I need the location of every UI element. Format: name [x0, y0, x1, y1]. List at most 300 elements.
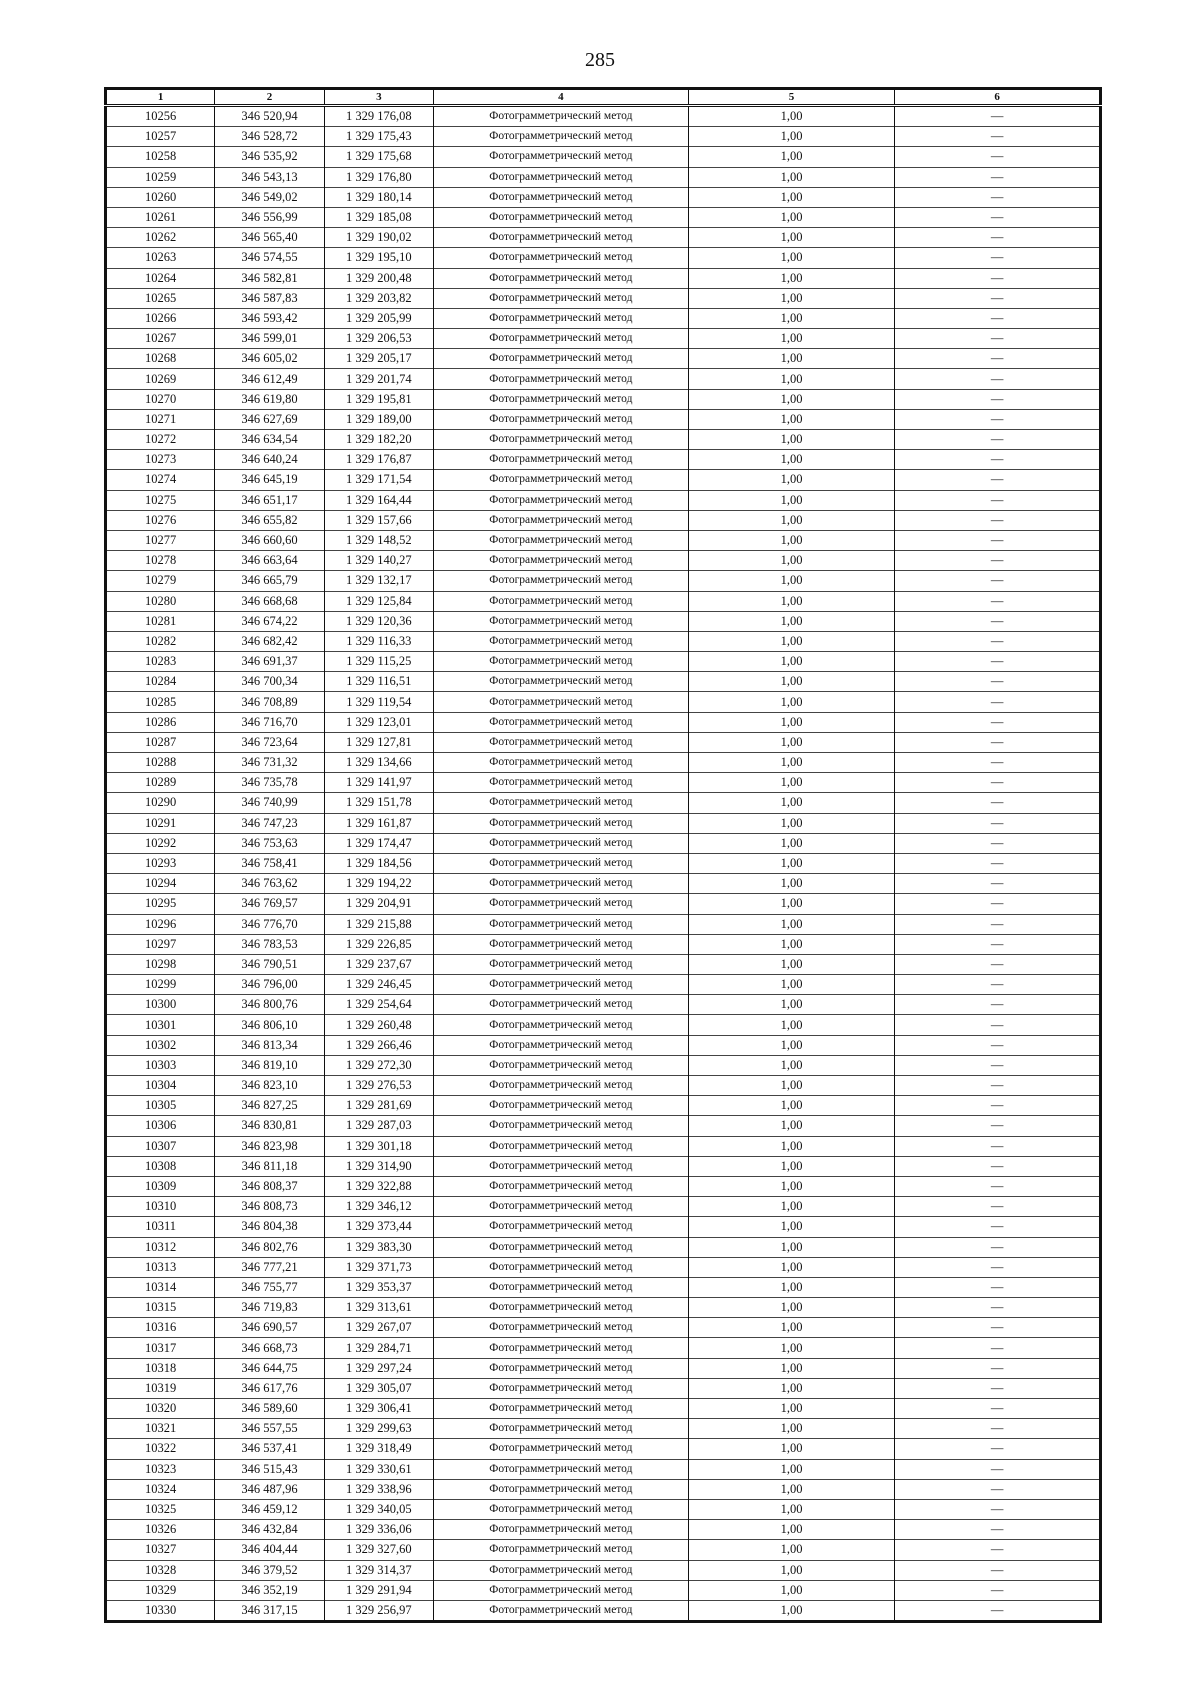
- y-coordinate-cell: 1 329 127,81: [324, 732, 433, 752]
- method-cell: Фотограмметрический метод: [433, 1015, 688, 1035]
- point-number-cell: 10326: [106, 1520, 215, 1540]
- table-row: [106, 228, 1101, 248]
- y-coordinate-cell: 1 329 346,12: [324, 1197, 433, 1217]
- coordinates-table: [104, 87, 1102, 1623]
- method-cell: Фотограмметрический метод: [433, 1096, 688, 1116]
- page-number: 285: [585, 49, 615, 71]
- accuracy-cell: 1,00: [688, 1076, 895, 1096]
- table-body: [106, 106, 1101, 1622]
- x-coordinate-cell: 346 487,96: [215, 1479, 324, 1499]
- accuracy-cell: 1,00: [688, 631, 895, 651]
- table-row: [106, 1439, 1101, 1459]
- note-cell: —: [895, 147, 1101, 167]
- note-cell: —: [895, 753, 1101, 773]
- point-number-cell: 10307: [106, 1136, 215, 1156]
- point-number-cell: 10265: [106, 288, 215, 308]
- point-number-cell: 10261: [106, 207, 215, 227]
- method-cell: Фотограмметрический метод: [433, 389, 688, 409]
- point-number-cell: 10306: [106, 1116, 215, 1136]
- table-row: [106, 490, 1101, 510]
- table-row: [106, 954, 1101, 974]
- accuracy-cell: 1,00: [688, 1116, 895, 1136]
- note-cell: —: [895, 793, 1101, 813]
- y-coordinate-cell: 1 329 185,08: [324, 207, 433, 227]
- accuracy-cell: 1,00: [688, 1600, 895, 1621]
- accuracy-cell: 1,00: [688, 207, 895, 227]
- note-cell: —: [895, 1419, 1101, 1439]
- note-cell: —: [895, 1197, 1101, 1217]
- note-cell: —: [895, 672, 1101, 692]
- table-row: [106, 874, 1101, 894]
- note-cell: —: [895, 106, 1101, 127]
- point-number-cell: 10290: [106, 793, 215, 813]
- x-coordinate-cell: 346 565,40: [215, 228, 324, 248]
- accuracy-cell: 1,00: [688, 1298, 895, 1318]
- point-number-cell: 10259: [106, 167, 215, 187]
- accuracy-cell: 1,00: [688, 1015, 895, 1035]
- point-number-cell: 10329: [106, 1580, 215, 1600]
- y-coordinate-cell: 1 329 119,54: [324, 692, 433, 712]
- note-cell: —: [895, 1257, 1101, 1277]
- accuracy-cell: 1,00: [688, 349, 895, 369]
- method-cell: Фотограмметрический метод: [433, 1419, 688, 1439]
- table-row: [106, 1096, 1101, 1116]
- accuracy-cell: 1,00: [688, 773, 895, 793]
- point-number-cell: 10299: [106, 975, 215, 995]
- x-coordinate-cell: 346 813,34: [215, 1035, 324, 1055]
- x-coordinate-cell: 346 587,83: [215, 288, 324, 308]
- method-cell: Фотограмметрический метод: [433, 793, 688, 813]
- y-coordinate-cell: 1 329 184,56: [324, 853, 433, 873]
- point-number-cell: 10300: [106, 995, 215, 1015]
- x-coordinate-cell: 346 543,13: [215, 167, 324, 187]
- y-coordinate-cell: 1 329 353,37: [324, 1277, 433, 1297]
- y-coordinate-cell: 1 329 161,87: [324, 813, 433, 833]
- y-coordinate-cell: 1 329 200,48: [324, 268, 433, 288]
- table-row: [106, 1540, 1101, 1560]
- accuracy-cell: 1,00: [688, 510, 895, 530]
- y-coordinate-cell: 1 329 164,44: [324, 490, 433, 510]
- accuracy-cell: 1,00: [688, 551, 895, 571]
- x-coordinate-cell: 346 644,75: [215, 1358, 324, 1378]
- table-row: [106, 369, 1101, 389]
- method-cell: Фотограмметрический метод: [433, 1540, 688, 1560]
- point-number-cell: 10330: [106, 1600, 215, 1621]
- point-number-cell: 10309: [106, 1176, 215, 1196]
- accuracy-cell: 1,00: [688, 1136, 895, 1156]
- point-number-cell: 10275: [106, 490, 215, 510]
- table-row: [106, 1076, 1101, 1096]
- point-number-cell: 10277: [106, 530, 215, 550]
- x-coordinate-cell: 346 605,02: [215, 349, 324, 369]
- y-coordinate-cell: 1 329 322,88: [324, 1176, 433, 1196]
- note-cell: —: [895, 975, 1101, 995]
- note-cell: —: [895, 530, 1101, 550]
- accuracy-cell: 1,00: [688, 490, 895, 510]
- table-row: [106, 1499, 1101, 1519]
- method-cell: Фотограмметрический метод: [433, 288, 688, 308]
- note-cell: —: [895, 1298, 1101, 1318]
- note-cell: —: [895, 1055, 1101, 1075]
- y-coordinate-cell: 1 329 205,99: [324, 308, 433, 328]
- x-coordinate-cell: 346 804,38: [215, 1217, 324, 1237]
- accuracy-cell: 1,00: [688, 228, 895, 248]
- method-cell: Фотограмметрический метод: [433, 975, 688, 995]
- note-cell: —: [895, 1035, 1101, 1055]
- method-cell: Фотограмметрический метод: [433, 732, 688, 752]
- point-number-cell: 10271: [106, 409, 215, 429]
- point-number-cell: 10285: [106, 692, 215, 712]
- table-row: [106, 1419, 1101, 1439]
- x-coordinate-cell: 346 735,78: [215, 773, 324, 793]
- note-cell: —: [895, 349, 1101, 369]
- accuracy-cell: 1,00: [688, 1419, 895, 1439]
- accuracy-cell: 1,00: [688, 329, 895, 349]
- method-cell: Фотограмметрический метод: [433, 1600, 688, 1621]
- method-cell: Фотограмметрический метод: [433, 1176, 688, 1196]
- point-number-cell: 10301: [106, 1015, 215, 1035]
- y-coordinate-cell: 1 329 176,08: [324, 106, 433, 127]
- method-cell: Фотограмметрический метод: [433, 470, 688, 490]
- table-row: [106, 975, 1101, 995]
- note-cell: —: [895, 329, 1101, 349]
- method-cell: Фотограмметрический метод: [433, 369, 688, 389]
- accuracy-cell: 1,00: [688, 894, 895, 914]
- table-row: [106, 1015, 1101, 1035]
- table-row: [106, 551, 1101, 571]
- point-number-cell: 10328: [106, 1560, 215, 1580]
- x-coordinate-cell: 346 674,22: [215, 611, 324, 631]
- method-cell: Фотограмметрический метод: [433, 1217, 688, 1237]
- y-coordinate-cell: 1 329 318,49: [324, 1439, 433, 1459]
- table-row: [106, 1600, 1101, 1621]
- y-coordinate-cell: 1 329 373,44: [324, 1217, 433, 1237]
- note-cell: —: [895, 470, 1101, 490]
- method-cell: Фотограмметрический метод: [433, 1520, 688, 1540]
- point-number-cell: 10273: [106, 450, 215, 470]
- table-row: [106, 1298, 1101, 1318]
- x-coordinate-cell: 346 819,10: [215, 1055, 324, 1075]
- method-cell: Фотограмметрический метод: [433, 430, 688, 450]
- table-row: [106, 1197, 1101, 1217]
- column-header-3: 3: [324, 89, 433, 106]
- table-row: [106, 793, 1101, 813]
- y-coordinate-cell: 1 329 272,30: [324, 1055, 433, 1075]
- y-coordinate-cell: 1 329 206,53: [324, 329, 433, 349]
- y-coordinate-cell: 1 329 116,33: [324, 631, 433, 651]
- table-row: [106, 530, 1101, 550]
- method-cell: Фотограмметрический метод: [433, 874, 688, 894]
- point-number-cell: 10293: [106, 853, 215, 873]
- note-cell: —: [895, 591, 1101, 611]
- table-row: [106, 389, 1101, 409]
- accuracy-cell: 1,00: [688, 369, 895, 389]
- x-coordinate-cell: 346 763,62: [215, 874, 324, 894]
- note-cell: —: [895, 1520, 1101, 1540]
- accuracy-cell: 1,00: [688, 1540, 895, 1560]
- point-number-cell: 10314: [106, 1277, 215, 1297]
- point-number-cell: 10312: [106, 1237, 215, 1257]
- y-coordinate-cell: 1 329 176,87: [324, 450, 433, 470]
- x-coordinate-cell: 346 806,10: [215, 1015, 324, 1035]
- point-number-cell: 10327: [106, 1540, 215, 1560]
- accuracy-cell: 1,00: [688, 914, 895, 934]
- accuracy-cell: 1,00: [688, 1459, 895, 1479]
- table-row: [106, 470, 1101, 490]
- x-coordinate-cell: 346 755,77: [215, 1277, 324, 1297]
- y-coordinate-cell: 1 329 299,63: [324, 1419, 433, 1439]
- y-coordinate-cell: 1 329 226,85: [324, 934, 433, 954]
- accuracy-cell: 1,00: [688, 1439, 895, 1459]
- point-number-cell: 10266: [106, 308, 215, 328]
- x-coordinate-cell: 346 769,57: [215, 894, 324, 914]
- table-row: [106, 833, 1101, 853]
- note-cell: —: [895, 1277, 1101, 1297]
- note-cell: —: [895, 995, 1101, 1015]
- method-cell: Фотограмметрический метод: [433, 571, 688, 591]
- method-cell: Фотограмметрический метод: [433, 853, 688, 873]
- note-cell: —: [895, 1600, 1101, 1621]
- method-cell: Фотограмметрический метод: [433, 268, 688, 288]
- table-row: [106, 1338, 1101, 1358]
- table-row: [106, 147, 1101, 167]
- point-number-cell: 10315: [106, 1298, 215, 1318]
- point-number-cell: 10258: [106, 147, 215, 167]
- method-cell: Фотограмметрический метод: [433, 914, 688, 934]
- x-coordinate-cell: 346 535,92: [215, 147, 324, 167]
- note-cell: —: [895, 369, 1101, 389]
- y-coordinate-cell: 1 329 120,36: [324, 611, 433, 631]
- note-cell: —: [895, 187, 1101, 207]
- method-cell: Фотограмметрический метод: [433, 1479, 688, 1499]
- accuracy-cell: 1,00: [688, 793, 895, 813]
- x-coordinate-cell: 346 668,73: [215, 1338, 324, 1358]
- y-coordinate-cell: 1 329 314,37: [324, 1560, 433, 1580]
- accuracy-cell: 1,00: [688, 995, 895, 1015]
- table-row: [106, 1358, 1101, 1378]
- table-row: [106, 1479, 1101, 1499]
- y-coordinate-cell: 1 329 134,66: [324, 753, 433, 773]
- x-coordinate-cell: 346 753,63: [215, 833, 324, 853]
- x-coordinate-cell: 346 645,19: [215, 470, 324, 490]
- point-number-cell: 10257: [106, 127, 215, 147]
- note-cell: —: [895, 652, 1101, 672]
- x-coordinate-cell: 346 690,57: [215, 1318, 324, 1338]
- accuracy-cell: 1,00: [688, 389, 895, 409]
- y-coordinate-cell: 1 329 327,60: [324, 1540, 433, 1560]
- accuracy-cell: 1,00: [688, 652, 895, 672]
- note-cell: —: [895, 773, 1101, 793]
- method-cell: Фотограмметрический метод: [433, 813, 688, 833]
- point-number-cell: 10270: [106, 389, 215, 409]
- table-row: [106, 430, 1101, 450]
- point-number-cell: 10322: [106, 1439, 215, 1459]
- point-number-cell: 10260: [106, 187, 215, 207]
- y-coordinate-cell: 1 329 115,25: [324, 652, 433, 672]
- accuracy-cell: 1,00: [688, 1096, 895, 1116]
- table-row: [106, 1237, 1101, 1257]
- x-coordinate-cell: 346 634,54: [215, 430, 324, 450]
- method-cell: Фотограмметрический метод: [433, 1277, 688, 1297]
- accuracy-cell: 1,00: [688, 1055, 895, 1075]
- note-cell: —: [895, 732, 1101, 752]
- table-row: [106, 106, 1101, 127]
- method-cell: Фотограмметрический метод: [433, 308, 688, 328]
- point-number-cell: 10267: [106, 329, 215, 349]
- x-coordinate-cell: 346 404,44: [215, 1540, 324, 1560]
- method-cell: Фотограмметрический метод: [433, 1035, 688, 1055]
- accuracy-cell: 1,00: [688, 430, 895, 450]
- note-cell: —: [895, 1499, 1101, 1519]
- accuracy-cell: 1,00: [688, 853, 895, 873]
- y-coordinate-cell: 1 329 371,73: [324, 1257, 433, 1277]
- y-coordinate-cell: 1 329 189,00: [324, 409, 433, 429]
- point-number-cell: 10292: [106, 833, 215, 853]
- point-number-cell: 10313: [106, 1257, 215, 1277]
- method-cell: Фотограмметрический метод: [433, 530, 688, 550]
- y-coordinate-cell: 1 329 237,67: [324, 954, 433, 974]
- method-cell: Фотограмметрический метод: [433, 954, 688, 974]
- table-row: [106, 127, 1101, 147]
- x-coordinate-cell: 346 537,41: [215, 1439, 324, 1459]
- accuracy-cell: 1,00: [688, 248, 895, 268]
- table-row: [106, 1459, 1101, 1479]
- point-number-cell: 10284: [106, 672, 215, 692]
- x-coordinate-cell: 346 582,81: [215, 268, 324, 288]
- x-coordinate-cell: 346 731,32: [215, 753, 324, 773]
- method-cell: Фотограмметрический метод: [433, 1156, 688, 1176]
- note-cell: —: [895, 1540, 1101, 1560]
- x-coordinate-cell: 346 777,21: [215, 1257, 324, 1277]
- method-cell: Фотограмметрический метод: [433, 510, 688, 530]
- table-row: [106, 611, 1101, 631]
- method-cell: Фотограмметрический метод: [433, 1439, 688, 1459]
- accuracy-cell: 1,00: [688, 167, 895, 187]
- table-row: [106, 207, 1101, 227]
- y-coordinate-cell: 1 329 256,97: [324, 1600, 433, 1621]
- accuracy-cell: 1,00: [688, 1479, 895, 1499]
- point-number-cell: 10279: [106, 571, 215, 591]
- accuracy-cell: 1,00: [688, 1580, 895, 1600]
- y-coordinate-cell: 1 329 182,20: [324, 430, 433, 450]
- point-number-cell: 10321: [106, 1419, 215, 1439]
- method-cell: Фотограмметрический метод: [433, 995, 688, 1015]
- y-coordinate-cell: 1 329 157,66: [324, 510, 433, 530]
- x-coordinate-cell: 346 700,34: [215, 672, 324, 692]
- note-cell: —: [895, 1096, 1101, 1116]
- x-coordinate-cell: 346 612,49: [215, 369, 324, 389]
- y-coordinate-cell: 1 329 141,97: [324, 773, 433, 793]
- table-row: [106, 409, 1101, 429]
- x-coordinate-cell: 346 790,51: [215, 954, 324, 974]
- y-coordinate-cell: 1 329 194,22: [324, 874, 433, 894]
- note-cell: —: [895, 1358, 1101, 1378]
- accuracy-cell: 1,00: [688, 934, 895, 954]
- y-coordinate-cell: 1 329 281,69: [324, 1096, 433, 1116]
- x-coordinate-cell: 346 593,42: [215, 308, 324, 328]
- y-coordinate-cell: 1 329 306,41: [324, 1399, 433, 1419]
- method-cell: Фотограмметрический метод: [433, 167, 688, 187]
- y-coordinate-cell: 1 329 383,30: [324, 1237, 433, 1257]
- note-cell: —: [895, 1217, 1101, 1237]
- method-cell: Фотограмметрический метод: [433, 450, 688, 470]
- table-row: [106, 1055, 1101, 1075]
- table-row: [106, 288, 1101, 308]
- x-coordinate-cell: 346 651,17: [215, 490, 324, 510]
- method-cell: Фотограмметрический метод: [433, 1378, 688, 1398]
- note-cell: —: [895, 571, 1101, 591]
- y-coordinate-cell: 1 329 297,24: [324, 1358, 433, 1378]
- point-number-cell: 10282: [106, 631, 215, 651]
- note-cell: —: [895, 510, 1101, 530]
- note-cell: —: [895, 853, 1101, 873]
- x-coordinate-cell: 346 432,84: [215, 1520, 324, 1540]
- x-coordinate-cell: 346 665,79: [215, 571, 324, 591]
- y-coordinate-cell: 1 329 276,53: [324, 1076, 433, 1096]
- x-coordinate-cell: 346 515,43: [215, 1459, 324, 1479]
- method-cell: Фотограмметрический метод: [433, 1560, 688, 1580]
- point-number-cell: 10303: [106, 1055, 215, 1075]
- accuracy-cell: 1,00: [688, 1378, 895, 1398]
- note-cell: —: [895, 1318, 1101, 1338]
- table-row: [106, 1378, 1101, 1398]
- method-cell: Фотограмметрический метод: [433, 1459, 688, 1479]
- method-cell: Фотограмметрический метод: [433, 248, 688, 268]
- y-coordinate-cell: 1 329 175,43: [324, 127, 433, 147]
- table-row: [106, 1136, 1101, 1156]
- table-row: [106, 1277, 1101, 1297]
- y-coordinate-cell: 1 329 338,96: [324, 1479, 433, 1499]
- table-header-row: [106, 89, 1101, 106]
- x-coordinate-cell: 346 830,81: [215, 1116, 324, 1136]
- x-coordinate-cell: 346 663,64: [215, 551, 324, 571]
- y-coordinate-cell: 1 329 260,48: [324, 1015, 433, 1035]
- x-coordinate-cell: 346 783,53: [215, 934, 324, 954]
- table-row: [106, 934, 1101, 954]
- accuracy-cell: 1,00: [688, 1399, 895, 1419]
- x-coordinate-cell: 346 691,37: [215, 652, 324, 672]
- note-cell: —: [895, 1399, 1101, 1419]
- table-row: [106, 187, 1101, 207]
- point-number-cell: 10311: [106, 1217, 215, 1237]
- method-cell: Фотограмметрический метод: [433, 773, 688, 793]
- x-coordinate-cell: 346 808,37: [215, 1176, 324, 1196]
- point-number-cell: 10286: [106, 712, 215, 732]
- method-cell: Фотограмметрический метод: [433, 631, 688, 651]
- table-row: [106, 349, 1101, 369]
- x-coordinate-cell: 346 589,60: [215, 1399, 324, 1419]
- accuracy-cell: 1,00: [688, 571, 895, 591]
- note-cell: —: [895, 1439, 1101, 1459]
- y-coordinate-cell: 1 329 116,51: [324, 672, 433, 692]
- y-coordinate-cell: 1 329 176,80: [324, 167, 433, 187]
- x-coordinate-cell: 346 723,64: [215, 732, 324, 752]
- y-coordinate-cell: 1 329 171,54: [324, 470, 433, 490]
- note-cell: —: [895, 934, 1101, 954]
- note-cell: —: [895, 631, 1101, 651]
- x-coordinate-cell: 346 352,19: [215, 1580, 324, 1600]
- column-header-1: 1: [106, 89, 215, 106]
- point-number-cell: 10288: [106, 753, 215, 773]
- point-number-cell: 10278: [106, 551, 215, 571]
- point-number-cell: 10304: [106, 1076, 215, 1096]
- table-row: [106, 914, 1101, 934]
- table-row: [106, 268, 1101, 288]
- note-cell: —: [895, 167, 1101, 187]
- note-cell: —: [895, 127, 1101, 147]
- point-number-cell: 10308: [106, 1156, 215, 1176]
- y-coordinate-cell: 1 329 195,10: [324, 248, 433, 268]
